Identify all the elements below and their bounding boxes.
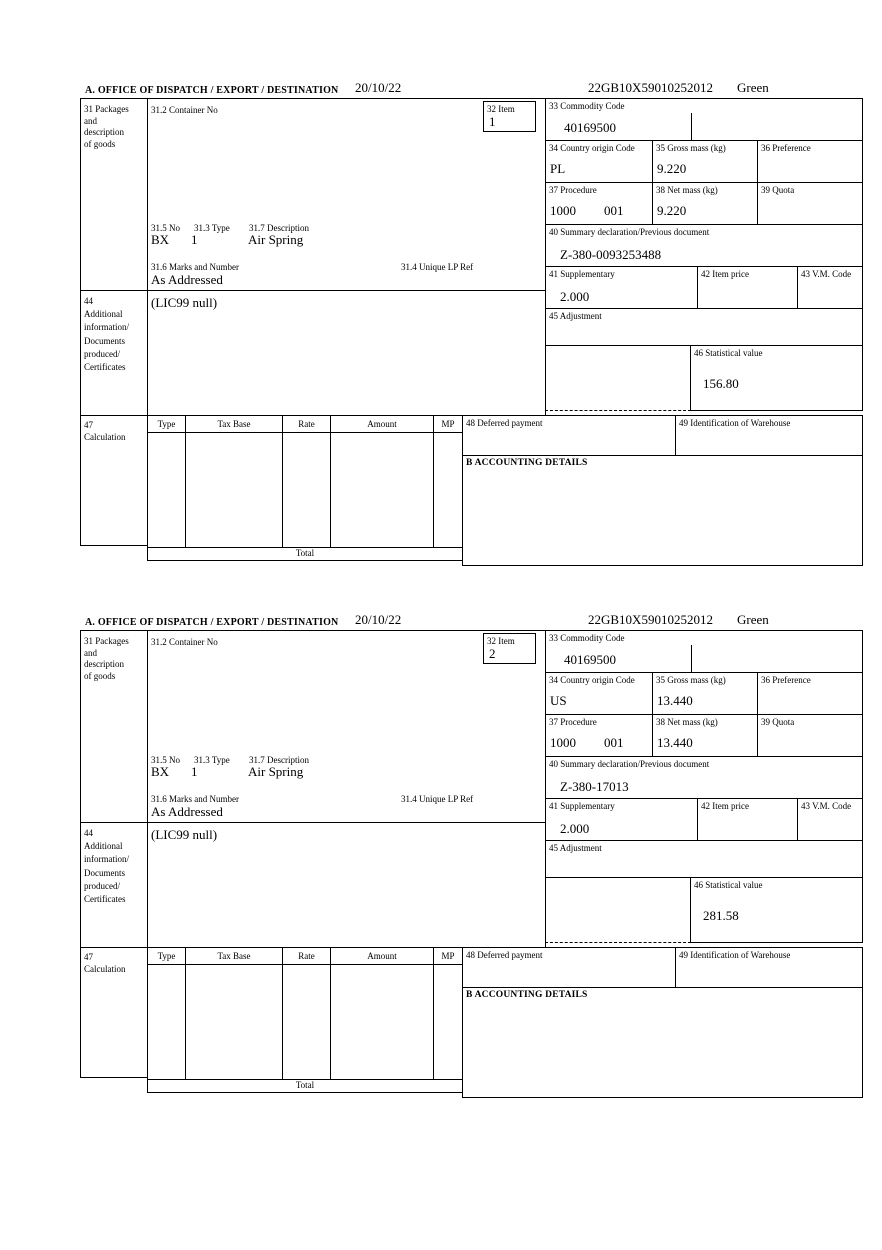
declaration-reference: 22GB10X59010252012 [588,80,713,95]
caption-line: Calculation [84,432,126,442]
commodity-code-value: 40169500 [564,652,616,667]
sad-form-grid [80,630,863,1098]
box-46-statistical-value [690,877,863,943]
accounting-details-label: B ACCOUNTING DETAILS [466,458,588,468]
goods-description-value: Air Spring [248,764,304,779]
item-label: 32 Item [487,636,515,646]
unique-lp-ref-label: 31.4 Unique LP Ref [401,794,474,804]
box-48-deferred-payment [462,415,676,456]
caption-line: and [84,115,97,126]
box-35-gross-mass [652,140,758,183]
gross-mass-label: 35 Gross mass (kg) [656,675,726,685]
supplementary-value: 2.000 [560,289,590,304]
tax-amount-header: Amount [330,415,434,433]
packages-type-value: 1 [191,764,198,779]
adjustment-label: 45 Adjustment [549,311,602,321]
statistical-value: 281.58 [703,908,739,923]
box-33-commodity-code [545,98,863,141]
caption-line: Additional [84,841,123,852]
net-mass-value: 9.220 [657,203,687,218]
country-origin-label: 34 Country origin Code [549,143,635,153]
warehouse-identification-label: 49 Identification of Warehouse [679,418,791,428]
summary-declaration-label: 40 Summary declaration/Previous document [549,759,710,769]
tax-rate-cell [282,432,331,548]
box-36-preference [757,140,863,183]
tax-mp-header: MP [433,415,463,433]
tax-base-cell [185,964,283,1080]
caption-line: information/ [84,322,129,333]
box-38-net-mass [652,182,758,225]
box-40-summary-declaration [545,756,863,799]
sad-form-grid [80,98,863,566]
box-33-commodity-code [545,630,863,673]
box-40-summary-declaration [545,224,863,267]
box-47-caption [80,947,148,1078]
tax-type-header: Type [147,947,186,965]
box-47-caption [80,415,148,546]
box-41-supplementary [545,266,698,309]
box-44-additional-information [147,822,546,948]
accounting-details-label: B ACCOUNTING DETAILS [466,990,588,1000]
caption-line: Additional [84,309,123,320]
unique-lp-ref-label: 31.4 Unique LP Ref [401,262,474,272]
box-32-item [483,633,536,664]
packages-type-value: 1 [191,232,198,247]
item-label: 32 Item [487,104,515,114]
box-45-adjustment [545,840,863,878]
summary-declaration-label: 40 Summary declaration/Previous document [549,227,710,237]
declaration-reference: 22GB10X59010252012 [588,612,713,627]
declaration-date: 20/10/22 [355,80,402,95]
box-43-vm-code [797,798,863,841]
goods-description-value: Air Spring [248,232,304,247]
box-44-caption [80,822,148,948]
quota-label: 39 Quota [761,717,795,727]
caption-line: information/ [84,854,129,865]
caption-line: Calculation [84,964,126,974]
tax-amount-header: Amount [330,947,434,965]
box-48-deferred-payment [462,947,676,988]
deferred-payment-label: 48 Deferred payment [466,418,543,428]
box-42-item-price [697,798,798,841]
tax-rate-cell [282,964,331,1080]
procedure-label: 37 Procedure [549,717,597,727]
box-37-procedure [545,182,653,225]
commodity-code-label: 33 Commodity Code [549,101,625,111]
packages-type-label: 31.3 Type [194,223,230,233]
box-44-additional-information [147,290,546,416]
gross-mass-label: 35 Gross mass (kg) [656,143,726,153]
tax-mp-header: MP [433,947,463,965]
caption-line: description [84,127,124,137]
tax-mp-cell [433,432,463,548]
box-36-preference [757,672,863,715]
caption-line: Documents [84,867,125,878]
procedure-value: 1000 [550,735,576,750]
quota-label: 39 Quota [761,185,795,195]
net-mass-value: 13.440 [657,735,693,750]
commodity-code-label: 33 Commodity Code [549,633,625,643]
tax-type-cell [147,432,186,548]
deferred-payment-label: 48 Deferred payment [466,950,543,960]
net-mass-label: 38 Net mass (kg) [656,717,718,727]
summary-declaration-value: Z-380-0093253488 [560,247,662,262]
box-31-caption [80,630,148,823]
marks-and-number-value: As Addressed [151,804,223,819]
box-31-caption [80,98,148,291]
caption-line: Documents [84,335,125,346]
route-status: Green [737,80,769,95]
container-no-label: 31.2 Container No [151,105,218,115]
caption-line: 31 Packages [84,636,129,646]
supplementary-value: 2.000 [560,821,590,836]
declaration-date: 20/10/22 [355,612,402,627]
country-origin-value: US [550,693,567,708]
box-49-warehouse-identification [675,415,863,456]
statistical-value-label: 46 Statistical value [694,880,763,890]
packages-no-label: 31.5 No [151,755,180,765]
tax-base-cell [185,432,283,548]
summary-declaration-value: Z-380-17013 [560,779,629,794]
commodity-code-value: 40169500 [564,120,616,135]
vm-code-label: 43 V.M. Code [801,269,852,279]
box-49-warehouse-identification [675,947,863,988]
caption-line: of goods [84,670,116,681]
item-price-label: 42 Item price [701,801,749,811]
tax-mp-cell [433,964,463,1080]
box-b-accounting-details [462,987,863,1098]
gross-mass-value: 9.220 [657,161,687,176]
item-number-value: 1 [489,114,496,129]
caption-line: 44 [84,296,93,306]
dashed-continuation-area [545,877,691,943]
description-label: 31.7 Description [249,223,309,233]
tax-amount-cell [330,964,434,1080]
supplementary-label: 41 Supplementary [549,269,615,279]
statistical-value-label: 46 Statistical value [694,348,763,358]
vm-code-label: 43 V.M. Code [801,801,852,811]
tax-type-cell [147,964,186,1080]
commodity-code-divider [691,645,692,672]
tax-base-header: Tax Base [185,947,283,965]
warehouse-identification-label: 49 Identification of Warehouse [679,950,791,960]
item-block [80,610,864,1100]
tax-base-header: Tax Base [185,415,283,433]
route-status: Green [737,612,769,627]
preference-label: 36 Preference [761,675,811,685]
marks-and-number-value: As Addressed [151,272,223,287]
commodity-code-divider [691,113,692,140]
tax-rate-header: Rate [282,415,331,433]
office-of-dispatch-heading: A. OFFICE OF DISPATCH / EXPORT / DESTINATION [85,85,339,96]
box-37-procedure [545,714,653,757]
box-32-item [483,101,536,132]
item-number-value: 2 [489,646,496,661]
procedure-value: 1000 [550,203,576,218]
packages-no-value: BX [151,764,170,779]
tax-rate-header: Rate [282,947,331,965]
net-mass-label: 38 Net mass (kg) [656,185,718,195]
office-of-dispatch-heading: A. OFFICE OF DISPATCH / EXPORT / DESTINATION [85,617,339,628]
box-39-quota [757,714,863,757]
caption-line: Certificates [84,894,126,905]
additional-information-value: (LIC99 null) [151,295,218,310]
caption-line: produced/ [84,348,120,359]
procedure-extra-value: 001 [604,203,624,218]
description-label: 31.7 Description [249,755,309,765]
supplementary-label: 41 Supplementary [549,801,615,811]
caption-line: of goods [84,138,116,149]
procedure-extra-value: 001 [604,735,624,750]
dashed-continuation-area [545,345,691,411]
statistical-value: 156.80 [703,376,739,391]
caption-line: and [84,647,97,658]
country-origin-label: 34 Country origin Code [549,675,635,685]
tax-total-row: Total [147,1079,463,1093]
caption-line: 47 [84,952,93,962]
tax-amount-cell [330,432,434,548]
adjustment-label: 45 Adjustment [549,843,602,853]
caption-line: Certificates [84,362,126,373]
tax-total-row: Total [147,547,463,561]
preference-label: 36 Preference [761,143,811,153]
caption-line: 31 Packages [84,104,129,114]
item-block [80,78,864,568]
caption-line: description [84,659,124,669]
box-45-adjustment [545,308,863,346]
gross-mass-value: 13.440 [657,693,693,708]
marks-and-number-label: 31.6 Marks and Number [151,794,239,804]
tax-type-header: Type [147,415,186,433]
box-42-item-price [697,266,798,309]
box-35-gross-mass [652,672,758,715]
item-price-label: 42 Item price [701,269,749,279]
box-39-quota [757,182,863,225]
container-no-label: 31.2 Container No [151,637,218,647]
box-34-country-origin [545,140,653,183]
packages-no-value: BX [151,232,170,247]
packages-type-label: 31.3 Type [194,755,230,765]
box-41-supplementary [545,798,698,841]
box-38-net-mass [652,714,758,757]
packages-no-label: 31.5 No [151,223,180,233]
box-43-vm-code [797,266,863,309]
procedure-label: 37 Procedure [549,185,597,195]
box-44-caption [80,290,148,416]
caption-line: produced/ [84,880,120,891]
caption-line: 44 [84,828,93,838]
marks-and-number-label: 31.6 Marks and Number [151,262,239,272]
box-46-statistical-value [690,345,863,411]
box-34-country-origin [545,672,653,715]
country-origin-value: PL [550,161,566,176]
caption-line: 47 [84,420,93,430]
box-b-accounting-details [462,455,863,566]
additional-information-value: (LIC99 null) [151,827,218,842]
